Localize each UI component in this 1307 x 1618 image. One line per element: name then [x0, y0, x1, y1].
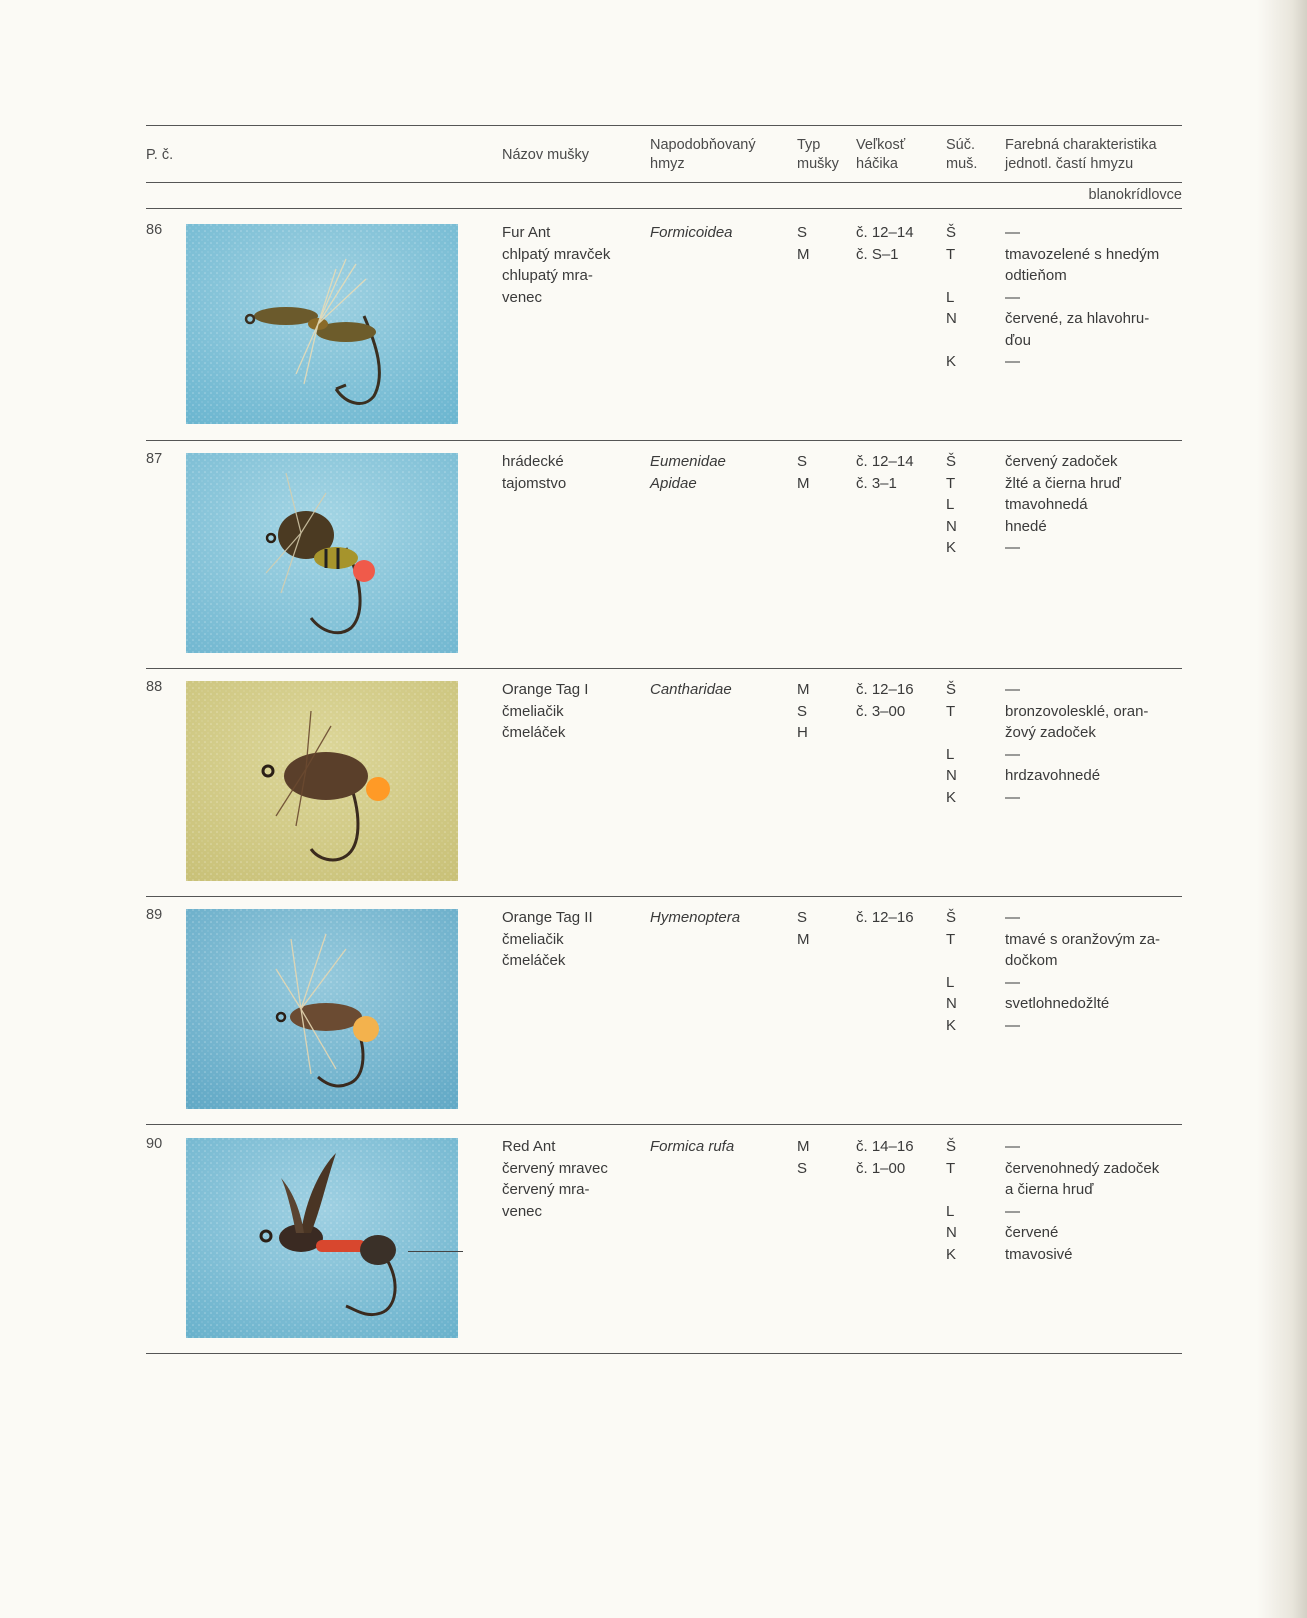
- fly-part-line: [946, 1179, 957, 1201]
- header-line: Napodobňovaný: [650, 137, 756, 153]
- hook-size-line: č. 3–00: [856, 702, 906, 720]
- group-rule: [146, 208, 1182, 209]
- fly-type-line: M: [797, 245, 810, 263]
- imitated-insect-line: Eumenidae: [650, 453, 726, 470]
- color-characteristic: [1005, 1136, 1159, 1265]
- fly-name-line: Fur Ant: [502, 224, 551, 241]
- color-characteristic: [1005, 451, 1121, 559]
- imitated-insect: [650, 679, 732, 701]
- color-characteristic-line: červené, za hlavohru-: [1005, 310, 1150, 327]
- color-characteristic-line: tmavosivé: [1005, 1245, 1073, 1263]
- hook-size-line: č. 3–1: [856, 474, 897, 492]
- fly-part-line: K: [946, 1245, 957, 1263]
- imitated-insect: [650, 451, 726, 494]
- fly-part-line: Š: [946, 909, 957, 926]
- header-bottom-rule: [146, 182, 1182, 183]
- fly-photo-illustration: [186, 681, 458, 881]
- fly-type-line: S: [797, 453, 808, 470]
- color-characteristic-line: —: [1005, 1138, 1020, 1155]
- color-characteristic-line: ďou: [1005, 331, 1031, 349]
- hook-size-line: č. 12–16: [856, 909, 914, 926]
- hook-size-line: č. 1–00: [856, 1159, 906, 1177]
- color-characteristic-line: —: [1005, 224, 1020, 241]
- header-hook-size: [856, 136, 905, 174]
- fly-type: [797, 907, 810, 950]
- imitated-insect: [650, 1136, 734, 1158]
- row-number: 87: [146, 451, 163, 467]
- color-characteristic-line: hnedé: [1005, 517, 1047, 535]
- hook-size-line: č. 12–14: [856, 224, 914, 241]
- color-characteristic-line: a čierna hruď: [1005, 1181, 1094, 1198]
- fly-name-line: Orange Tag I: [502, 681, 589, 698]
- table-top-rule: [146, 125, 1182, 126]
- fly-part-line: L: [946, 496, 955, 513]
- color-characteristic-line: —: [1005, 788, 1020, 806]
- table-row: [0, 222, 1307, 450]
- fly-part-line: K: [946, 539, 957, 556]
- fly-name-line: chlpatý mravček: [502, 245, 611, 263]
- imitated-insect-line: Cantharidae: [650, 681, 732, 698]
- fly-name-line: venec: [502, 288, 543, 306]
- fly-photo: [186, 1138, 458, 1338]
- fly-type: [797, 222, 810, 265]
- fly-part-line: T: [946, 1159, 956, 1177]
- color-characteristic-line: tmavohnedá: [1005, 496, 1088, 513]
- color-characteristic: [1005, 907, 1160, 1036]
- fly-type-line: M: [797, 681, 810, 698]
- fly-name: [502, 1136, 608, 1222]
- fly-part-line: N: [946, 310, 957, 327]
- color-characteristic-line: —: [1005, 288, 1020, 306]
- fly-part-line: K: [946, 353, 957, 370]
- imitated-insect-line: Hymenoptera: [650, 909, 741, 926]
- fly-part-line: T: [946, 245, 956, 263]
- color-characteristic-line: —: [1005, 1016, 1020, 1034]
- fly-name-line: Red Ant: [502, 1138, 556, 1155]
- color-characteristic-line: —: [1005, 681, 1020, 698]
- fly-name-line: červený mravec: [502, 1159, 608, 1177]
- fly-part-line: N: [946, 517, 957, 535]
- fly-photo-illustration: [186, 224, 458, 424]
- color-characteristic-line: žlté a čierna hruď: [1005, 474, 1121, 492]
- fly-type-line: H: [797, 724, 808, 741]
- color-characteristic-line: hrdzavohnedé: [1005, 767, 1101, 784]
- fly-part-line: T: [946, 702, 956, 720]
- photo-pointer-line: [408, 1251, 463, 1252]
- fly-part-line: N: [946, 767, 957, 784]
- group-label: blanokrídlovce: [1088, 187, 1182, 203]
- fly-name-line: čmeliačik: [502, 702, 564, 720]
- fly-part-line: N: [946, 1224, 957, 1241]
- color-characteristic-line: červené: [1005, 1224, 1059, 1241]
- fly-part-line: [946, 265, 957, 287]
- fly-type: [797, 451, 810, 494]
- fly-type-line: S: [797, 909, 808, 926]
- fly-part-line: [946, 950, 957, 972]
- header-imitated-insect: [650, 136, 756, 174]
- color-characteristic-line: červenohnedý zadoček: [1005, 1159, 1160, 1177]
- color-characteristic-line: žový zadoček: [1005, 724, 1096, 741]
- hook-size: [856, 679, 914, 722]
- fly-part-line: [946, 722, 957, 744]
- hook-size-line: č. 12–16: [856, 681, 914, 698]
- imitated-insect: [650, 222, 733, 244]
- header-fly-type: [797, 136, 839, 174]
- hook-size-line: č. 12–14: [856, 453, 914, 470]
- fly-part: [946, 679, 957, 808]
- fly-name-line: tajomstvo: [502, 474, 567, 492]
- fly-part-line: K: [946, 788, 957, 806]
- fly-part: [946, 451, 957, 559]
- fly-type-line: S: [797, 702, 808, 720]
- fly-name: [502, 907, 593, 972]
- fly-photo: [186, 224, 458, 424]
- fly-name-line: čmeláček: [502, 724, 566, 741]
- fly-type-line: M: [797, 930, 810, 948]
- fly-name: [502, 451, 566, 494]
- color-characteristic-line: tmavozelené s hnedým: [1005, 245, 1160, 263]
- fly-type: [797, 679, 810, 744]
- imitated-insect-line: Formica rufa: [650, 1138, 735, 1155]
- fly-part-line: Š: [946, 1138, 957, 1155]
- color-characteristic-line: —: [1005, 353, 1020, 370]
- hook-size-line: č. S–1: [856, 245, 899, 263]
- color-characteristic-line: —: [1005, 539, 1020, 556]
- fly-name-line: venec: [502, 1202, 543, 1220]
- fly-part: [946, 907, 957, 1036]
- fly-photo: [186, 909, 458, 1109]
- fly-name-line: čmeláček: [502, 952, 566, 969]
- header-line: Súč.: [946, 137, 976, 153]
- header-line: hmyz: [650, 156, 685, 172]
- fly-part: [946, 1136, 957, 1265]
- fly-type-line: S: [797, 1159, 808, 1177]
- fly-photo: [186, 453, 458, 653]
- fly-name-line: chlupatý mra-: [502, 267, 593, 284]
- fly-part-line: Š: [946, 681, 957, 698]
- fly-part-line: L: [946, 1202, 955, 1220]
- fly-name-line: červený mra-: [502, 1181, 590, 1198]
- table-row: [0, 679, 1307, 907]
- color-characteristic-line: bronzovolesklé, oran-: [1005, 702, 1149, 720]
- color-characteristic: [1005, 222, 1159, 373]
- header-line: mušky: [797, 156, 839, 172]
- table-row: [0, 451, 1307, 679]
- color-characteristic-line: —: [1005, 1202, 1020, 1220]
- header-line: jednotl. častí hmyzu: [1005, 156, 1134, 172]
- hook-size: [856, 222, 914, 265]
- header-line: Farebná charakteristika: [1005, 137, 1157, 153]
- table-row: [0, 1136, 1307, 1364]
- hook-size: [856, 907, 914, 929]
- imitated-insect-line: Formicoidea: [650, 224, 733, 241]
- fly-name-line: Orange Tag II: [502, 909, 593, 926]
- fly-name-line: čmeliačik: [502, 930, 564, 948]
- fly-photo-illustration: [186, 453, 458, 653]
- color-characteristic-line: —: [1005, 973, 1020, 991]
- fly-part: [946, 222, 957, 373]
- hook-size: [856, 1136, 914, 1179]
- fly-part-line: T: [946, 930, 956, 948]
- header-number: P. č.: [146, 147, 174, 163]
- hook-size: [856, 451, 914, 494]
- hook-size-line: č. 14–16: [856, 1138, 914, 1155]
- imitated-insect: [650, 907, 740, 929]
- table-row: [0, 907, 1307, 1135]
- color-characteristic-line: svetlohnedožlté: [1005, 995, 1110, 1012]
- fly-part-line: [946, 330, 957, 352]
- fly-type-line: M: [797, 474, 810, 492]
- fly-photo: [186, 681, 458, 881]
- fly-name: [502, 679, 588, 744]
- fly-type-line: S: [797, 224, 808, 241]
- color-characteristic-line: odtieňom: [1005, 267, 1067, 284]
- color-characteristic-line: dočkom: [1005, 952, 1058, 969]
- fly-part-line: Š: [946, 224, 957, 241]
- header-line: háčika: [856, 156, 898, 172]
- color-characteristic-line: —: [1005, 745, 1020, 763]
- fly-part-line: L: [946, 973, 955, 991]
- row-number: 90: [146, 1136, 163, 1152]
- row-number: 86: [146, 222, 163, 238]
- header-fly-parts: [946, 136, 977, 174]
- fly-part-line: L: [946, 745, 955, 763]
- fly-photo-illustration: [186, 909, 458, 1109]
- fly-name-line: hrádecké: [502, 453, 564, 470]
- color-characteristic-line: červený zadoček: [1005, 453, 1118, 470]
- row-number: 89: [146, 907, 163, 923]
- row-number: 88: [146, 679, 163, 695]
- header-line: Typ: [797, 137, 821, 153]
- color-characteristic: [1005, 679, 1148, 808]
- header-line: muš.: [946, 156, 978, 172]
- imitated-insect-line: Apidae: [650, 474, 697, 492]
- fly-part-line: N: [946, 995, 957, 1012]
- color-characteristic-line: —: [1005, 909, 1020, 926]
- fly-name: [502, 222, 610, 308]
- fly-part-line: K: [946, 1016, 957, 1034]
- fly-type: [797, 1136, 810, 1179]
- fly-part-line: T: [946, 474, 956, 492]
- fly-type-line: M: [797, 1138, 810, 1155]
- header-fly-name: Názov mušky: [502, 147, 590, 163]
- header-line: Veľkosť: [856, 137, 906, 153]
- header-color-characteristics: [1005, 136, 1157, 174]
- fly-part-line: Š: [946, 453, 957, 470]
- fly-photo-illustration: [186, 1138, 458, 1338]
- color-characteristic-line: tmavé s oranžovým za-: [1005, 930, 1161, 948]
- fly-part-line: L: [946, 288, 955, 306]
